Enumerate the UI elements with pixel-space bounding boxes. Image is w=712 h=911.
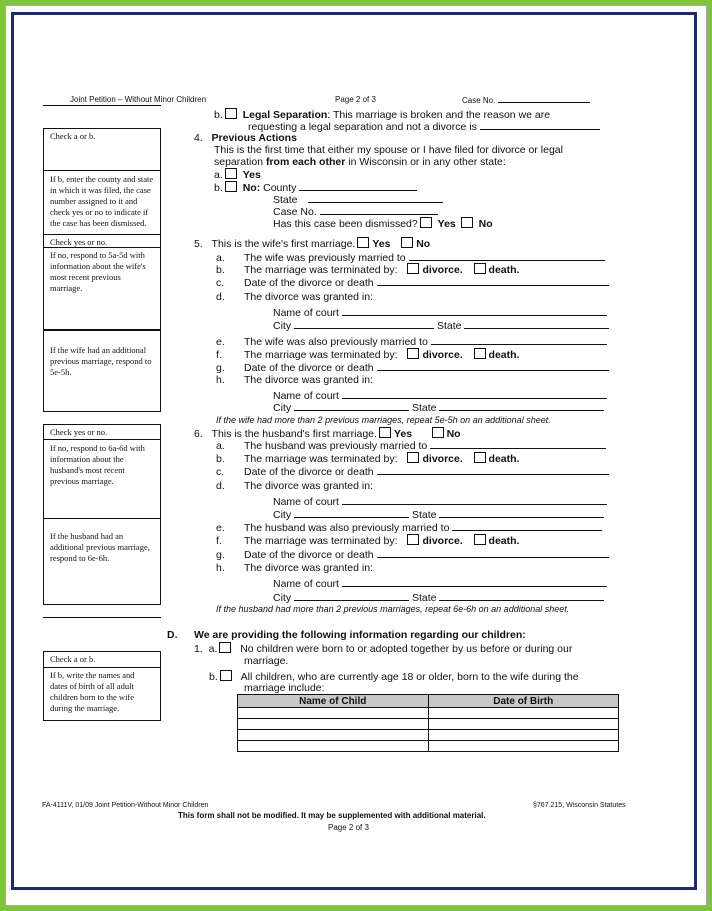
text-field[interactable] (377, 276, 609, 286)
court-row: Name of court (273, 389, 607, 402)
row-5c: c. Date of the divorce or death (216, 276, 609, 289)
text-field[interactable] (294, 401, 409, 411)
row-6a: a. The husband was previously married to (216, 439, 606, 452)
column-header: Date of Birth (428, 695, 619, 708)
text-field[interactable] (377, 548, 609, 558)
county-field[interactable] (299, 181, 417, 191)
sidebar-note: If the wife had an additional previous marriage, respond to 5e-5h. (50, 345, 152, 377)
sidebar-note: If b, write the names and dates of birth of all adult children born to the wife during the marriage. (44, 667, 160, 716)
footer-page: Page 2 of 3 (328, 823, 369, 832)
section-4-heading: 4. Previous Actions (194, 132, 297, 144)
city-state-row: City State (273, 508, 604, 521)
row-5b: b. The marriage was terminated by: divorce. death. (216, 264, 520, 276)
legal-separation-reason: requesting a legal separation and not a divorce is (248, 120, 600, 133)
row-5e: e. The wife was also previously married to (216, 335, 607, 348)
table-cell[interactable] (238, 719, 429, 730)
no-children-checkbox[interactable] (219, 642, 231, 653)
wife-first-no-checkbox[interactable] (401, 237, 413, 248)
table-row (238, 719, 619, 730)
court-row: Name of court (273, 495, 607, 508)
divorce-checkbox[interactable] (407, 534, 419, 545)
children-table (237, 694, 619, 752)
sidebar-box-2 (43, 330, 161, 412)
section-5-note: If the wife had more than 2 previous marriages, repeat 5e-5h on an additional sheet. (216, 415, 551, 425)
divider (43, 617, 161, 618)
section-5-heading: 5. This is the wife's first marriage. Yes No (194, 238, 431, 250)
death-checkbox[interactable] (474, 452, 486, 463)
footer-notice: This form shall not be modified. It may be supplemented with additional material. (178, 811, 486, 820)
divorce-checkbox[interactable] (407, 263, 419, 274)
sidebar-note: If b, enter the county and state in which it was filed, the case number assigned to it and check yes or no to indicate if the case has been dismissed. (44, 170, 160, 234)
d1a-row: 1. a. No children were born to or adopted together by us before or during our (194, 643, 573, 655)
death-checkbox[interactable] (474, 348, 486, 359)
state-field[interactable] (308, 193, 443, 203)
table-cell[interactable] (428, 719, 619, 730)
sidebar-note: Check a or b. (50, 654, 96, 664)
table-cell[interactable] (428, 741, 619, 752)
sidebar-note: Check yes or no. (50, 427, 108, 437)
court-row: Name of court (273, 306, 607, 319)
row-6e: e. The husband was also previously married to (216, 521, 602, 534)
text-field[interactable] (431, 335, 607, 345)
legal-separation-row: b. Legal Separation: This marriage is broken and the reason we are (214, 109, 551, 121)
row-6d: d. The divorce was granted in: (216, 480, 373, 492)
text-field[interactable] (377, 361, 609, 371)
husband-first-no-checkbox[interactable] (432, 427, 444, 438)
divorce-checkbox[interactable] (407, 452, 419, 463)
text-field[interactable] (294, 319, 434, 329)
section-6-heading: 6. This is the husband's first marriage. Yes No (194, 428, 461, 440)
sidebar-box-3 (43, 424, 161, 605)
table-row (238, 741, 619, 752)
death-checkbox[interactable] (474, 534, 486, 545)
section-4-text: This is the first time that either my spouse or I have filed for divorce or legal (214, 144, 563, 156)
header-rule (43, 105, 161, 106)
row-6f: f. The marriage was terminated by: divorce. death. (216, 535, 520, 547)
text-field[interactable] (439, 508, 604, 518)
section-6-note: If the husband had more than 2 previous marriages, repeat 6e-6h on an additional sheet. (216, 604, 570, 614)
text-field[interactable] (439, 591, 604, 601)
husband-first-yes-checkbox[interactable] (379, 427, 391, 438)
previous-actions-yes: a. Yes (214, 169, 261, 181)
yes-checkbox[interactable] (225, 168, 237, 179)
footer-form-id: FA-4111V, 01/09 Joint Petition-Without Minor Children (42, 802, 209, 809)
state-row: State (273, 193, 443, 206)
dismissed-yes-checkbox[interactable] (420, 217, 432, 228)
divorce-checkbox[interactable] (407, 348, 419, 359)
section-d-letter: D. (167, 629, 178, 641)
no-checkbox[interactable] (225, 181, 237, 192)
text-field[interactable] (294, 591, 409, 601)
case-row: Case No. (273, 205, 438, 218)
city-state-row: City State (273, 591, 604, 604)
table-cell[interactable] (428, 708, 619, 719)
row-6c: c. Date of the divorce or death (216, 465, 609, 478)
table-cell[interactable] (428, 730, 619, 741)
sidebar-note: If the husband had an additional previous marriage, respond to 6e-6h. (44, 518, 160, 566)
text-field[interactable] (439, 401, 604, 411)
wife-first-yes-checkbox[interactable] (357, 237, 369, 248)
text-field[interactable] (377, 465, 609, 475)
d1b-row: b. All children, who are currently age 18 or older, born to the wife during the (209, 671, 579, 683)
text-field[interactable] (342, 577, 607, 587)
sidebar-note: Check a or b. (50, 131, 96, 141)
d1a-row-2: marriage. (244, 655, 289, 667)
table-cell[interactable] (238, 708, 429, 719)
sidebar-note: If no, respond to 6a-6d with information about the husband's most recent previous marriage. (44, 439, 160, 518)
text-field[interactable] (342, 389, 607, 399)
header-title: Joint Petition – Without Minor Children (70, 95, 207, 104)
previous-actions-no: b. No: County (214, 181, 417, 194)
row-5h: h. The divorce was granted in: (216, 374, 373, 386)
sidebar-box-1 (43, 128, 161, 330)
court-row: Name of court (273, 577, 607, 590)
sidebar-box-4 (43, 651, 161, 721)
text-field[interactable] (464, 319, 609, 329)
column-header: Name of Child (238, 695, 429, 708)
table-row (238, 708, 619, 719)
text-field[interactable] (409, 251, 605, 261)
row-5d: d. The divorce was granted in: (216, 291, 373, 303)
sidebar-note: If no, respond to 5a-5d with information about the wife's most recent previous marriage. (44, 247, 160, 326)
city-state-row: City State (273, 401, 604, 414)
row-6b: b. The marriage was terminated by: divorce. death. (216, 453, 520, 465)
header-page: Page 2 of 3 (335, 95, 376, 104)
row-5a: a. The wife was previously married to (216, 251, 605, 264)
dismissed-no-checkbox[interactable] (461, 217, 473, 228)
section-d-title: We are providing the following information regarding our children: (194, 629, 526, 641)
table-cell[interactable] (238, 730, 429, 741)
text-field[interactable] (342, 306, 607, 316)
text-field[interactable] (452, 521, 602, 531)
city-state-row: City State (273, 319, 609, 332)
section-4-text-2: separation from each other in Wisconsin or in any other state: (214, 156, 506, 168)
text-field[interactable] (294, 508, 409, 518)
dismissed-row: Has this case been dismissed? Yes No (273, 218, 493, 230)
table-cell[interactable] (238, 741, 429, 752)
header-case: Case No. (462, 95, 590, 105)
row-6h: h. The divorce was granted in: (216, 562, 373, 574)
death-checkbox[interactable] (474, 263, 486, 274)
footer-statute: §767.215, Wisconsin Statutes (533, 802, 626, 809)
row-6g: g. Date of the divorce or death (216, 548, 609, 561)
text-field[interactable] (342, 495, 607, 505)
reason-field[interactable] (480, 120, 600, 130)
legal-separation-checkbox[interactable] (225, 108, 237, 119)
table-row (238, 730, 619, 741)
sidebar-note: Check yes or no. (44, 234, 160, 247)
case-number-field[interactable] (320, 205, 438, 215)
row-5g: g. Date of the divorce or death (216, 361, 609, 374)
d1b-row-2: marriage include: (244, 682, 325, 694)
row-5f: f. The marriage was terminated by: divorce. death. (216, 349, 520, 361)
table-header-row (238, 695, 619, 708)
adult-children-checkbox[interactable] (220, 670, 232, 681)
text-field[interactable] (430, 439, 606, 449)
